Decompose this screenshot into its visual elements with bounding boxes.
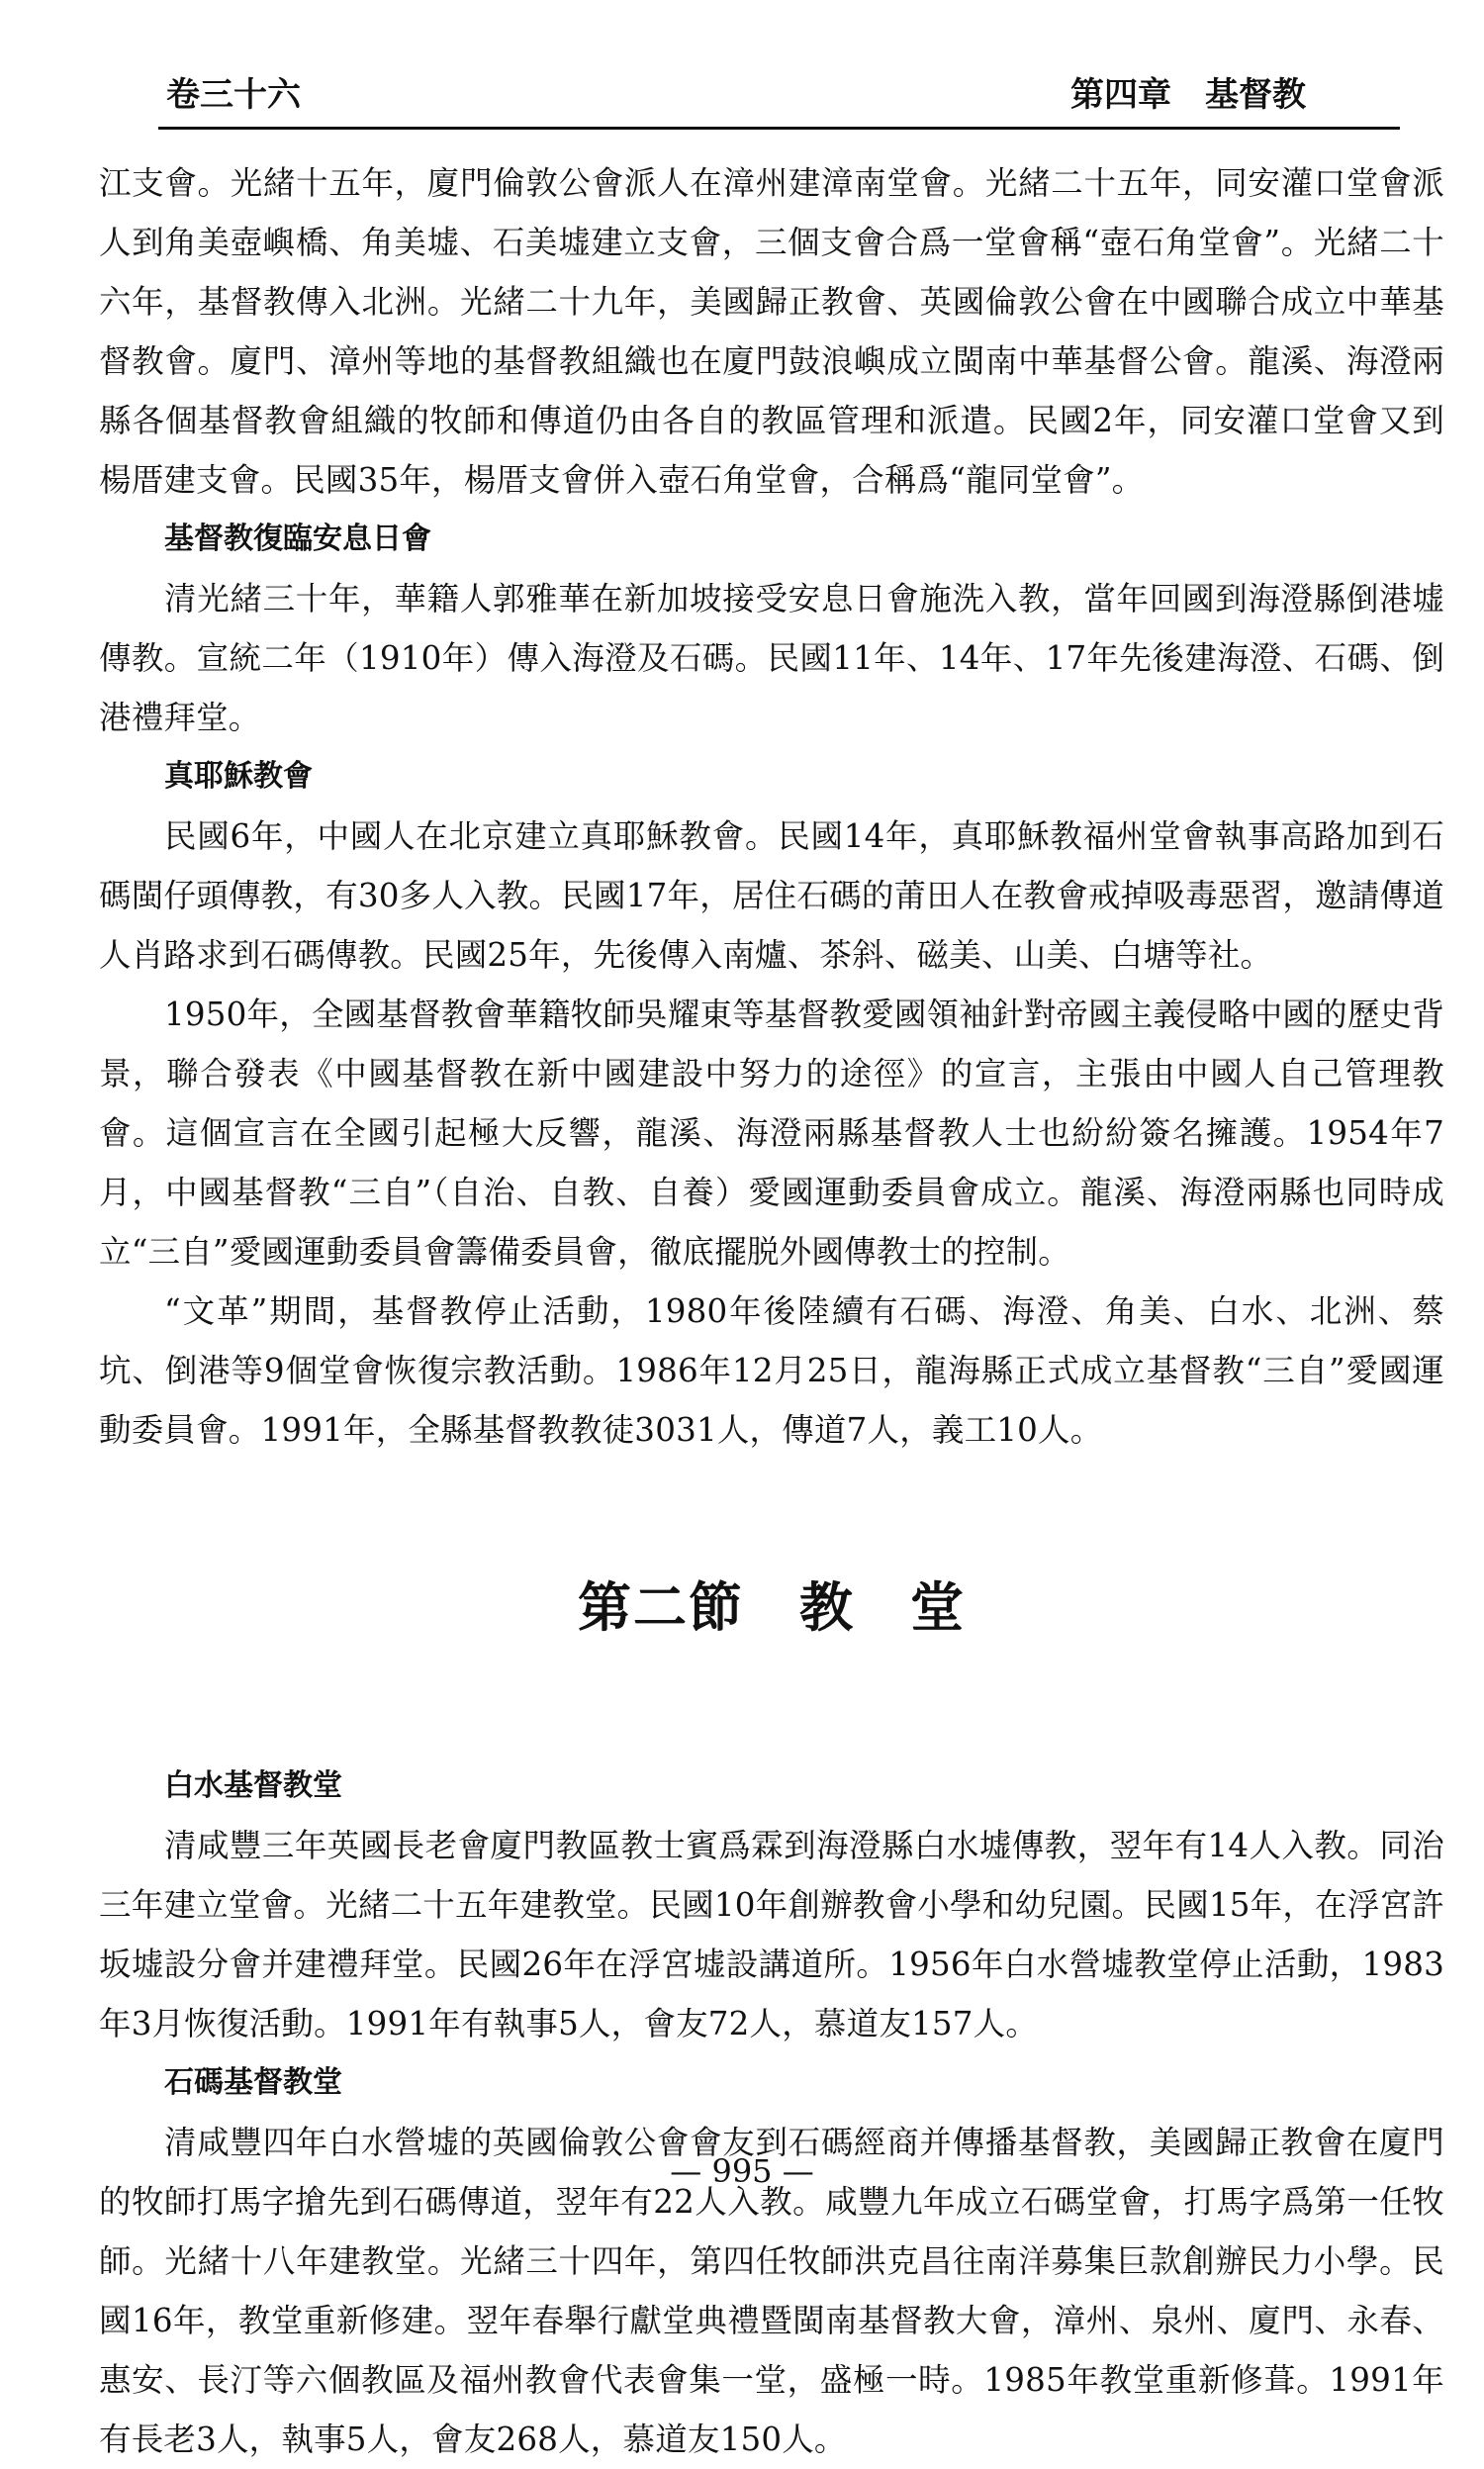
paragraph: 清光緒三十年，華籍人郭雅華在新加坡接受安息日會施洗入教，當年回國到海澄縣倒港墟傳教。宣統二年（1910年）傳入海澄及石碼。民國11年、14年、17年先後建海澄、石碼、倒港禮拜堂。	[99, 580, 1444, 736]
header-chapter: 第四章 基督教	[1070, 75, 1306, 115]
header-volume: 卷三十六	[166, 75, 301, 115]
subheading-baishui-church: 白水基督教堂	[164, 1768, 342, 1803]
continuation-paragraph: 江支會。光緒十五年，廈門倫敦公會派人在漳州建漳南堂會。光緒二十五年，同安灌口堂會派人到角美壺嶼橋、角美墟、石美墟建立支會，三個支會合爲一堂會稱“壺石角堂會”。光緒二十六年，基督教傳入北洲。光緒二十九年，美國歸正教會、英國倫敦公會在中國聯合成立中華基督教會。廈門、漳州等地的基督教組織也在廈門鼓浪嶼成立閩南中華基督公會。龍溪、海澄兩縣各個基督教會組織的牧師和傳道仍由各自的教區管理和派遣。民國2年，同安灌口堂會又到楊厝建支會。民國35年，楊厝支會併入壺石角堂會，合稱爲“龍同堂會”。	[99, 164, 1444, 499]
paragraph: 民國6年，中國人在北京建立真耶穌教會。民國14年，真耶穌教福州堂會執事高路加到石碼閩仔頭傳教，有30多人入教。民國17年，居住石碼的莆田人在教會戒掉吸毒惡習，邀請傳道人肖路求到石碼傳教。民國25年，先後傳入南爐、茶斜、磁美、山美、白塘等社。	[99, 817, 1444, 974]
paragraph: 1950年，全國基督教會華籍牧師吳耀東等基督教愛國領袖針對帝國主義侵略中國的歷史背景，聯合發表《中國基督教在新中國建設中努力的途徑》的宣言，主張由中國人自己管理教會。這個宣言在全國引起極大反響，龍溪、海澄兩縣基督教人士也紛紛簽名擁護。1954年7月，中國基督教“三自”（自治、自教、自養）愛國運動委員會成立。龍溪、海澄兩縣也同時成立“三自”愛國運動委員會籌備委員會，徹底擺脱外國傳教士的控制。	[99, 996, 1444, 1271]
running-header	[158, 67, 1326, 117]
header-divider	[158, 127, 1400, 130]
subheading-true-jesus-church: 真耶穌教會	[164, 759, 313, 794]
paragraph: “文革”期間，基督教停止活動，1980年後陸續有石碼、海澄、角美、白水、北洲、蔡坑、倒港等9個堂會恢復宗教活動。1986年12月25日，龍海縣正式成立基督教“三自”愛國運動委員會。1991年，全縣基督教教徒3031人，傳道7人，義工10人。	[99, 1292, 1444, 1449]
page-body	[99, 153, 1444, 2469]
paragraph: 清咸豐三年英國長老會廈門教區教士賓爲霖到海澄縣白水墟傳教，翌年有14人入教。同治三年建立堂會。光緒二十五年建教堂。民國10年創辦教會小學和幼兒園。民國15年，在浮宮許坂墟設分會并建禮拜堂。民國26年在浮宮墟設講道所。1956年白水營墟教堂停止活動，1983年3月恢復活動。1991年有執事5人，會友72人，慕道友157人。	[99, 1827, 1444, 2042]
subheading-shima-church: 石碼基督教堂	[164, 2065, 342, 2100]
page-number: — 995 —	[670, 2152, 814, 2190]
paragraph: 清咸豐四年白水營墟的英國倫敦公會會友到石碼經商并傳播基督教，美國歸正教會在廈門的牧師打馬字搶先到石碼傳道，翌年有22人入教。咸豐九年成立石碼堂會，打馬字爲第一任牧師。光緒十八年建教堂。光緒三十四年，第四任牧師洪克昌往南洋募集巨款創辦民力小學。民國16年，教堂重新修建。翌年春舉行獻堂典禮暨閩南基督教大會，漳州、泉州、廈門、永春、惠安、長汀等六個教區及福州教會代表會集一堂，盛極一時。1985年教堂重新修葺。1991年有長老3人，執事5人，會友268人，慕道友150人。	[99, 2124, 1444, 2458]
section-title: 第二節 教 堂	[578, 1576, 966, 1639]
subheading-adventist: 基督教復臨安息日會	[164, 522, 431, 556]
